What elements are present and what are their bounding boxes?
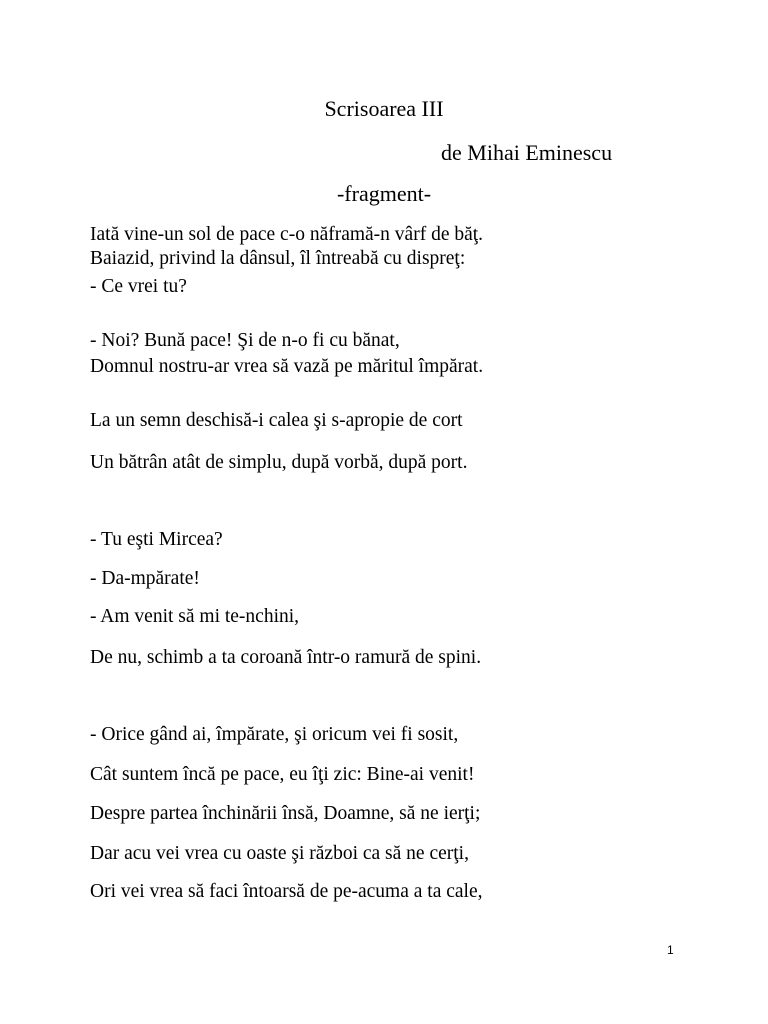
verse-line: - Noi? Bună pace! Şi de n-o fi cu bănat,	[90, 330, 400, 351]
verse-line: - Da-mpărate!	[90, 568, 200, 589]
verse-line: De nu, schimb a ta coroană într-o ramură de spini.	[90, 647, 482, 668]
poem-subtitle: -fragment-	[336, 181, 432, 206]
verse-line: La un semn deschisă-i calea şi s-apropie de cort	[90, 410, 463, 431]
page-number: 1	[667, 943, 674, 957]
poem-title: Scrisoarea III	[324, 96, 444, 121]
verse-line: - Orice gând ai, împărate, şi oricum vei fi sosit,	[90, 724, 459, 745]
poem-author: de Mihai Eminescu	[441, 140, 613, 165]
verse-line: - Ce vrei tu?	[90, 276, 187, 297]
verse-line: Cât suntem încă pe pace, eu îţi zic: Bine-ai venit!	[90, 764, 475, 785]
verse-line: Ori vei vrea să faci întoarsă de pe-acuma a ta cale,	[90, 881, 483, 902]
verse-line: Un bătrân atât de simplu, după vorbă, după port.	[90, 452, 468, 473]
verse-line: Despre partea închinării însă, Doamne, să ne ierţi;	[90, 803, 481, 824]
verse-line: - Am venit să mi te-nchini,	[90, 606, 300, 627]
verse-line: Iată vine-un sol de pace c-o năframă-n vârf de băţ.	[90, 224, 484, 245]
verse-line: Domnul nostru-ar vrea să vază pe măritul împărat.	[90, 356, 484, 377]
verse-line: - Tu eşti Mircea?	[90, 529, 223, 550]
verse-line: Baiazid, privind la dânsul, îl întreabă cu dispreţ:	[90, 248, 466, 269]
verse-line: Dar acu vei vrea cu oaste şi război ca să ne cerţi,	[90, 843, 469, 864]
